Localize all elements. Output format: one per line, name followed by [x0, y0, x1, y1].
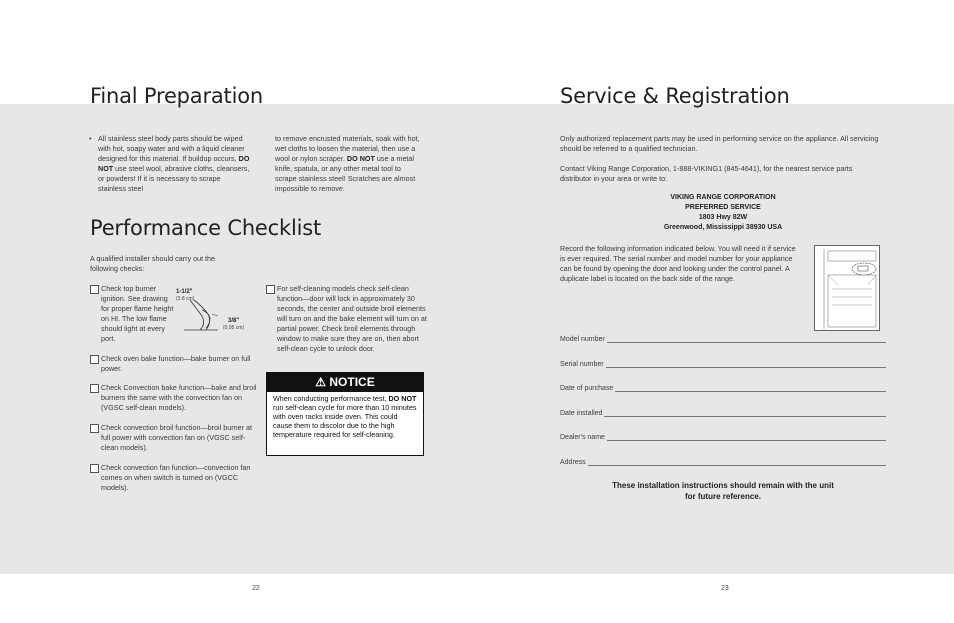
serial-number-line[interactable] [606, 361, 886, 368]
checkbox-icon[interactable] [90, 285, 99, 294]
mailing-address: VIKING RANGE CORPORATION PREFERRED SERVICE 1803 Hwy 82W Greenwood, Mississippi 38930 USA [663, 194, 783, 231]
checklist-item: For self-cleaning models check self-clean function—door will lock in approximately 30 seconds, the center and outside broil elements will turn on and the bake element will turn on at partial power. Check broil elements through window to make sure they are on, then abort self-clean cycle to unlock door. [266, 284, 433, 354]
date-of-purchase-line[interactable] [615, 385, 886, 392]
checklist-item: Check Convection bake function—bake and broil burners the same with the convection fan on (VGSC self-clean models). [90, 383, 261, 413]
flame-dim-inner: 3/8" [228, 318, 240, 324]
oven-label-location-illustration [814, 245, 880, 331]
final-prep-col2: to remove encrusted materials, soak with hot, wet cloths to loosen the material, then use a wool or nylon scraper. DO NOT use a metal knife, spatula, or any other metal tool to scrape stainless steel! Scratches are almost impossible to remove. [275, 134, 420, 193]
flame-dim-inner-metric: (0.95 cm) [223, 325, 245, 331]
model-number-field[interactable]: Model number [560, 336, 886, 343]
checklist-intro: A qualified installer should carry out the following checks: [90, 254, 216, 273]
serial-number-field[interactable]: Serial number [560, 361, 886, 368]
final-prep-col1: • All stainless steel body parts should be wiped with hot, soapy water and with a liquid cleaner designed for this material. If buildup occurs, DO NOT use steel wool, abrasive cloths, cleansers, or powders! If it is necessary to scrape stainless steel [89, 134, 250, 193]
notice-header: ⚠ NOTICE [267, 373, 423, 392]
service-para-3: Record the following information indicated below. You will need it if service is ever required. The serial number and model number for your appliance can be found by opening the door and looking under the control panel. A duplicate label is located on the back side of the range. [560, 244, 796, 283]
service-registration-title: Service & Registration [560, 84, 790, 108]
dealers-name-field[interactable]: Dealer's name [560, 434, 886, 441]
dealers-name-line[interactable] [607, 434, 886, 441]
checkbox-icon[interactable] [90, 424, 99, 433]
flame-dim-outer: 1-1/2" [176, 289, 193, 295]
service-para-2: Contact Viking Range Corporation, 1-888-VIKING1 (845-4641), for the nearest service parts distributor in your area or write to: [560, 164, 853, 183]
checklist-item: Check top burner ignition. See drawing for proper flame height on HI. The low flame should light at every port. [90, 284, 176, 344]
service-para-1: Only authorized replacement parts may be used in performing service on the appliance. All servicing should be referred to a qualified technician. [560, 134, 879, 153]
checkbox-icon[interactable] [266, 285, 275, 294]
checklist-item: Check convection broil function—broil burner at full power with convection fan on (VGSC self-clean models). [90, 423, 261, 453]
date-of-purchase-field[interactable]: Date of purchase [560, 385, 886, 392]
flame-dim-outer-metric: (3.8 cm) [176, 296, 195, 302]
page-number-right: 23 [721, 585, 729, 592]
checklist-item: Check oven bake function—bake burner on full power. [90, 354, 261, 374]
performance-checklist-title: Performance Checklist [90, 216, 321, 240]
date-installed-line[interactable] [604, 410, 886, 417]
bullet-icon: • [89, 134, 92, 143]
final-preparation-title: Final Preparation [90, 84, 263, 108]
notice-box [266, 372, 424, 456]
checklist-item: Check convection fan function—convection fan comes on when switch is turned on (VGCC models). [90, 463, 261, 493]
page-number-left: 22 [252, 585, 260, 592]
notice-text: When conducting performance test, DO NOT run self-clean cycle for more than 10 minutes with oven racks inside oven. This could cause them to discolor due to the high temperature required for self-cleaning. [273, 394, 417, 439]
address-line[interactable] [588, 459, 886, 466]
closing-note: These installation instructions should remain with the unit for future reference. [612, 481, 834, 501]
checkbox-icon[interactable] [90, 384, 99, 393]
model-number-line[interactable] [607, 336, 886, 343]
checkbox-icon[interactable] [90, 355, 99, 364]
address-field[interactable]: Address [560, 459, 886, 466]
warning-triangle-icon: ⚠ [315, 375, 327, 389]
date-installed-field[interactable]: Date installed [560, 410, 886, 417]
checkbox-icon[interactable] [90, 464, 99, 473]
